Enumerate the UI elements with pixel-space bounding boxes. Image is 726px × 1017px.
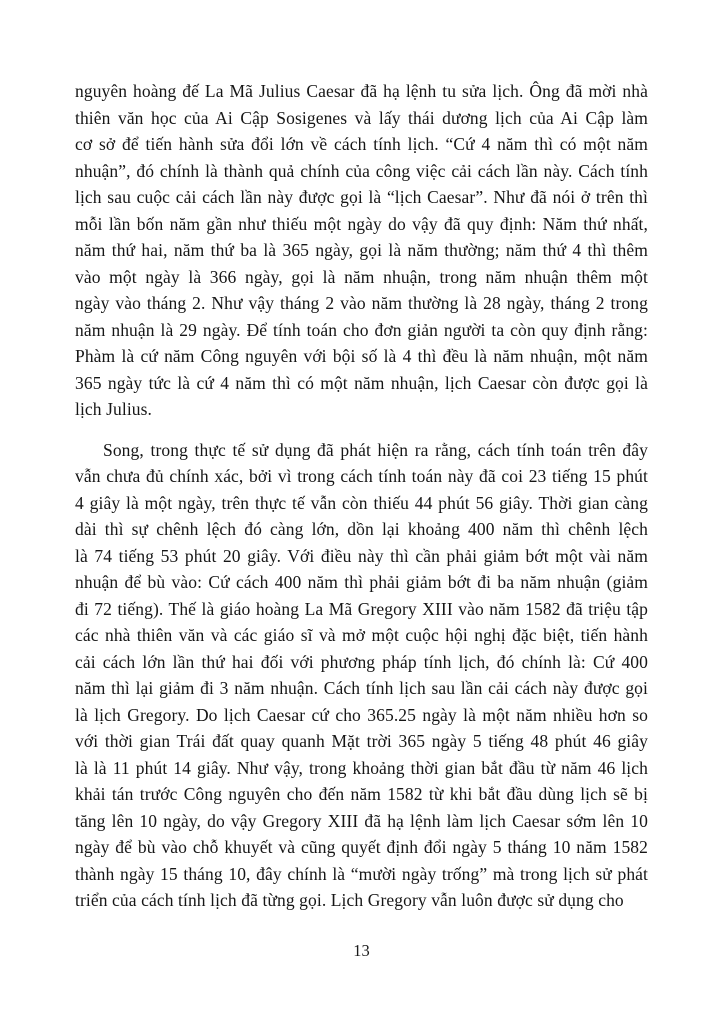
text-line: các nhà thiên văn và các giáo sĩ và mở một cuộc hội nghị đặc biệt, tiến hành <box>75 625 648 645</box>
text-line: cải cách lớn lần thứ hai đối với phương pháp tính lịch, đó chính là: Cứ 400 <box>75 651 648 672</box>
text-line: mỗi lần bốn năm gần như thiếu một ngày do vậy đã quy định: Năm thứ nhất, <box>75 213 648 234</box>
paragraph <box>75 437 648 914</box>
text-line: 4 giây là một ngày, trên thực tế vẫn còn thiếu 44 phút 56 giây. Thời gian càng <box>75 492 648 513</box>
text-line: với thời gian Trái đất quay quanh Mặt trời 365 ngày 5 tiếng 48 phút 46 giây <box>75 731 648 751</box>
text-line: là 74 tiếng 53 phút 20 giây. Với điều này thì cần phải giảm bớt một vài năm <box>75 545 648 566</box>
text-line: triển của cách tính lịch đã từng gọi. Lịch Gregory vẫn luôn được sử dụng cho <box>75 890 624 910</box>
text-line: đi 72 tiếng). Thế là giáo hoàng La Mã Gregory XIII vào năm 1582 đã triệu tập <box>75 598 648 619</box>
text-line: 365 ngày tức là cứ 4 năm thì có một năm nhuận, lịch Caesar còn được gọi là <box>75 372 648 393</box>
text-line: năm thì lại giảm đi 3 năm nhuận. Cách tính lịch sau lần cải cách này được gọi <box>75 678 648 698</box>
page-number: 13 <box>353 941 370 960</box>
text-line: là lịch Gregory. Do lịch Caesar cứ cho 365.25 ngày là một năm nhiều hơn so <box>75 704 648 725</box>
text-line: ngày vào tháng 2. Như vậy tháng 2 vào năm thường là 28 ngày, tháng 2 trong <box>75 293 648 313</box>
text-line: năm thứ hai, năm thứ ba là 365 ngày, gọi là năm thường; năm thứ 4 thì thêm <box>75 240 648 260</box>
text-line: lịch sau cuộc cải cách lần này được gọi là “lịch Caesar”. Như đã nói ở trên thì <box>75 187 648 207</box>
text-line: Phàm là cứ năm Công nguyên với bội số là 4 thì đều là năm nhuận, một năm <box>75 346 648 366</box>
text-line: nhuận để bù vào: Cứ cách 400 năm thì phải giảm bớt đi ba năm nhuận (giảm <box>75 572 648 592</box>
text-line: lịch Julius. <box>75 399 153 419</box>
body-text <box>75 78 648 914</box>
text-line: năm nhuận là 29 ngày. Để tính toán cho đơn giản người ta còn quy định rằng: <box>75 319 648 340</box>
text-line: nhuận”, đó chính là thành quả chính của công việc cải cách lần này. Cách tính <box>75 160 648 181</box>
text-line: vào một ngày là 366 ngày, gọi là năm nhuận, trong năm nhuận thêm một <box>75 266 648 287</box>
text-line: ngày để bù vào chỗ khuyết và cũng quyết định đổi ngày 5 tháng 10 năm 1582 <box>75 837 648 857</box>
text-line: khải tán trước Công nguyên cho đến năm 1582 từ khi bắt đầu dùng lịch sẽ bị <box>75 784 648 804</box>
text-line: nguyên hoàng đế La Mã Julius Caesar đã hạ lệnh tu sửa lịch. Ông đã mời nhà <box>75 81 648 101</box>
text-line: Song, trong thực tế sử dụng đã phát hiện ra rằng, cách tính toán trên đây <box>103 439 648 460</box>
text-line: cơ sở để tiến hành sửa đổi lớn về cách tính lịch. “Cứ 4 năm thì có một năm <box>75 134 648 154</box>
text-line: thiên văn học của Ai Cập Sosigenes và lấy thái dương lịch của Ai Cập làm <box>75 107 648 128</box>
text-line: thành ngày 15 tháng 10, đây chính là “mười ngày trống” mà trong lịch sử phát <box>75 863 648 884</box>
text-line: dài thì sự chênh lệch đó càng lớn, dồn lại khoảng 400 năm thì chênh lệch <box>75 519 648 539</box>
text-line: vẫn chưa đủ chính xác, bởi vì trong cách tính toán này đã coi 23 tiếng 15 phút <box>75 466 648 486</box>
paragraph <box>75 78 648 423</box>
text-line: là là 11 phút 14 giây. Như vậy, trong khoảng thời gian bắt đầu từ năm 46 lịch <box>75 757 648 778</box>
text-line: tăng lên 10 ngày, do vậy Gregory XIII đã hạ lệnh làm lịch Caesar sớm lên 10 <box>75 810 648 831</box>
